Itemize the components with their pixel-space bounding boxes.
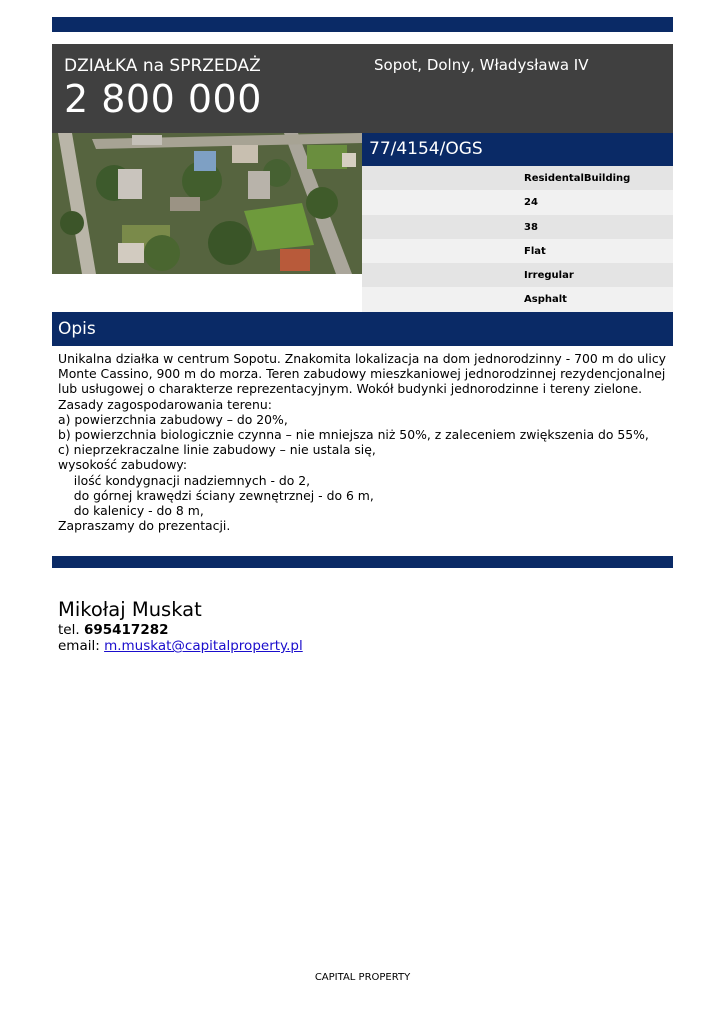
agent-phone: 695417282 [83,622,169,638]
attribute-row: Irregular [362,263,673,287]
attribute-row: ResidentalBuilding [362,166,673,190]
description-line: do kalenicy - do 8 m, [58,503,204,519]
email-label: email: [58,638,100,654]
aerial-photo [52,133,362,274]
listing-header [52,44,673,133]
description-line: a) powierzchnia zabudowy – do 20%, [58,411,288,427]
description-line: lub usługowej o charakterze reprezentacyjnym. Wokół budynki jednorodzinne i tereny zielone. [58,381,643,397]
listing-price: 2 800 000 [64,77,262,121]
footer-company: CAPITAL PROPERTY [314,972,411,983]
description-line: do górnej krawędzi ściany zewnętrznej - do 6 m, [58,487,374,503]
description-line: Unikalna działka w centrum Sopotu. Znakomita lokalizacja na dom jednorodzinny - 700 m do ulicy [58,351,666,366]
description-heading: Opis [52,312,673,346]
listing-location: Sopot, Dolny, Władysława IV [374,56,589,74]
agent-email-line [58,638,303,654]
phone-label: tel. [58,622,80,638]
attributes-list [362,166,673,312]
description-text [58,351,668,533]
description-line: b) powierzchnia biologicznie czynna – nie mniejsza niż 50%, z zaleceniem zwiększenia do 55%, [58,427,649,443]
description-line: c) nieprzekraczalne linie zabudowy – nie ustala się, [58,442,376,458]
listing-reference: 77/4154/OGS [362,133,673,166]
attribute-row: 24 [362,190,673,214]
attribute-row: Asphalt [362,287,673,311]
agent-email-link[interactable]: m.muskat@capitalproperty.pl [104,638,303,654]
top-accent-bar [52,17,673,32]
agent-contact [58,598,303,654]
description-line: ilość kondygnacji nadziemnych - do 2, [58,472,311,488]
description-line: Zapraszamy do prezentacji. [58,518,231,534]
attribute-row: 38 [362,215,673,239]
description-line: wysokość zabudowy: [58,457,188,473]
bottom-accent-bar [52,556,673,568]
description-line: Monte Cassino, 900 m do morza. Teren zabudowy mieszkaniowej jednorodzinnej rezydencjonalnej [58,366,666,382]
agent-name: Mikołaj Muskat [58,598,202,621]
attribute-row: Flat [362,239,673,263]
description-line: Zasady zagospodarowania terenu: [58,396,272,412]
listing-type: DZIAŁKA na SPRZEDAŻ [64,56,261,76]
agent-phone-line [58,622,303,638]
